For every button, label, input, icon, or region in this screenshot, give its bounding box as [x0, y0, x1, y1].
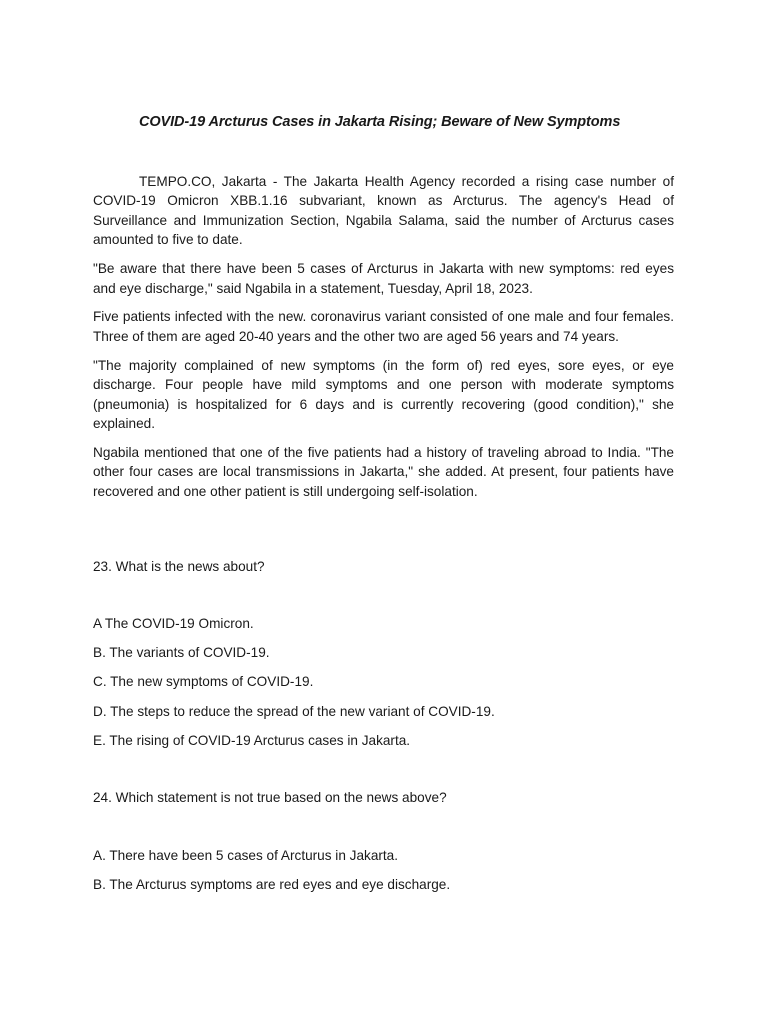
- article-paragraph: TEMPO.CO, Jakarta - The Jakarta Health Agency recorded a rising case number of COVID-19 Omicron XBB.1.16 subvariant, known as Arcturus. The agency's Head of Surveillance and Immunization Section, Ngabila Salama, said the number of Arcturus cases amounted to five to date.: [93, 174, 674, 248]
- question-23-option-b: B. The variants of COVID-19.: [93, 645, 270, 660]
- article-body: [93, 172, 674, 511]
- article-title: COVID-19 Arcturus Cases in Jakarta Rising; Beware of New Symptoms: [139, 114, 621, 130]
- question-23-option-d: D. The steps to reduce the spread of the new variant of COVID-19.: [93, 704, 495, 719]
- question-23-option-c: C. The new symptoms of COVID-19.: [93, 674, 314, 689]
- article-paragraph: "The majority complained of new symptoms (in the form of) red eyes, sore eyes, or eye discharge. Four people have mild symptoms and one person with moderate symptoms (pneumonia) is hospitalized for 6 days and is currently recovering (good condition)," she explained.: [93, 357, 674, 431]
- article-paragraph: Ngabila mentioned that one of the five patients had a history of traveling abroad to India. "The other four cases are local transmissions in Jakarta," she added. At present, four patients have recovered and one other patient is still undergoing self-isolation.: [93, 444, 674, 499]
- article-paragraph: Five patients infected with the new. coronavirus variant consisted of one male and four females. Three of them are aged 20-40 years and the other two are aged 56 years and 74 years.: [93, 309, 674, 344]
- question-24: 24. Which statement is not true based on the news above?: [93, 790, 447, 805]
- question-23: 23. What is the news about?: [93, 559, 265, 574]
- question-23-option-e: E. The rising of COVID-19 Arcturus cases in Jakarta.: [93, 733, 411, 748]
- question-23-option-a: A The COVID-19 Omicron.: [93, 616, 254, 631]
- question-24-option-b: B. The Arcturus symptoms are red eyes and eye discharge.: [93, 877, 451, 892]
- article-paragraph: "Be aware that there have been 5 cases of Arcturus in Jakarta with new symptoms: red eyes and eye discharge," said Ngabila in a statement, Tuesday, April 18, 2023.: [93, 261, 674, 296]
- question-24-option-a: A. There have been 5 cases of Arcturus in Jakarta.: [93, 848, 399, 863]
